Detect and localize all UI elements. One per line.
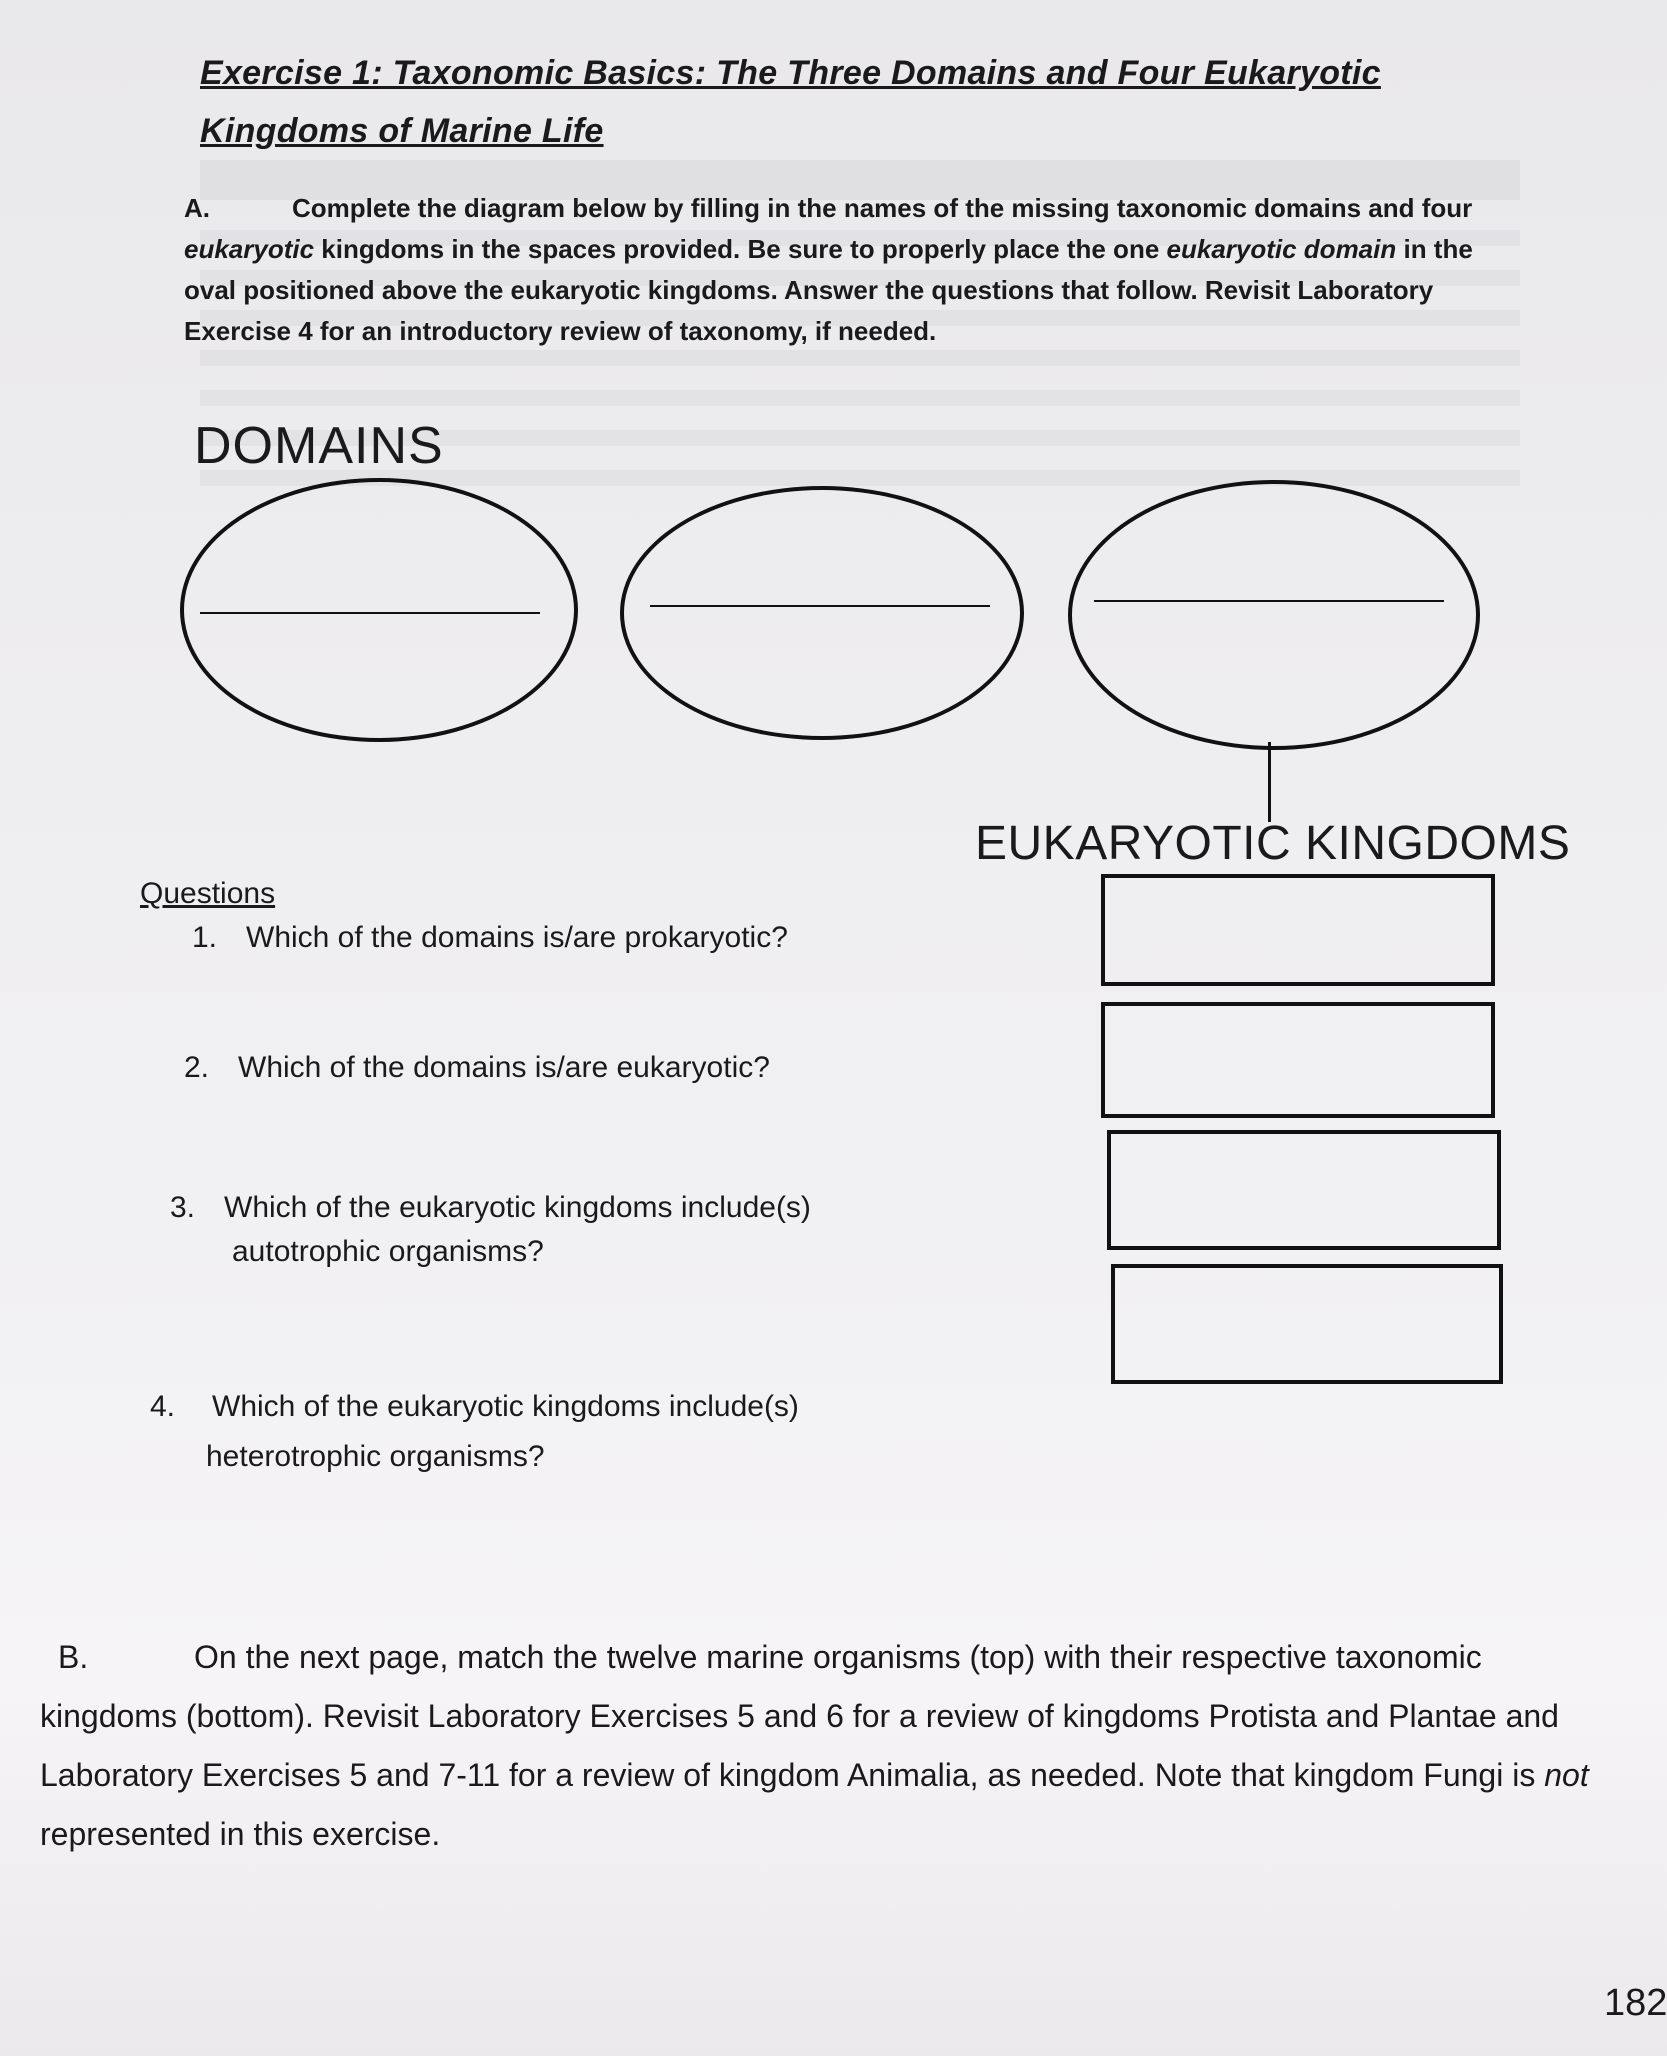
question-2 — [184, 1046, 770, 1090]
question-4-text-line-2: heterotrophic organisms? — [206, 1440, 545, 1473]
section-b-label: B. — [58, 1639, 89, 1675]
section-a-instructions — [184, 188, 1524, 352]
domain-answer-line-2[interactable] — [650, 605, 990, 607]
domain-oval-3-eukaryotic — [1068, 480, 1480, 750]
exercise-title — [200, 44, 1500, 160]
section-a-label: A. — [184, 193, 210, 223]
section-b-text-2: represented in this exercise. — [40, 1816, 441, 1852]
kingdom-box-3[interactable] — [1107, 1130, 1501, 1250]
question-2-text: Which of the domains is/are eukaryotic? — [238, 1051, 770, 1084]
section-a-text-1: Complete the diagram below by filling in the names of the missing taxonomic domains and four — [292, 193, 1473, 223]
kingdom-box-4[interactable] — [1111, 1264, 1503, 1384]
title-line-1: Exercise 1: Taxonomic Basics: The Three Domains and Four Eukaryotic — [200, 54, 1381, 92]
question-1-text: Which of the domains is/are prokaryotic? — [246, 921, 788, 954]
page-number: 182 — [1604, 1982, 1667, 2024]
questions-heading: Questions — [140, 877, 276, 910]
question-4-text-line-1: Which of the eukaryotic kingdoms include(s) — [212, 1390, 799, 1423]
connector-line — [1268, 742, 1271, 822]
question-4 — [150, 1382, 799, 1482]
kingdom-box-2[interactable] — [1101, 1002, 1495, 1118]
kingdom-box-1[interactable] — [1101, 874, 1495, 986]
section-a-emphasis-2: eukaryotic domain — [1166, 234, 1397, 264]
question-3-text-line-1: Which of the eukaryotic kingdoms include(s) — [224, 1191, 811, 1224]
question-3-text-line-2: autotrophic organisms? — [232, 1235, 544, 1268]
section-a-emphasis-1: eukaryotic — [184, 234, 315, 264]
question-4-number: 4. — [150, 1390, 176, 1423]
eukaryotic-kingdoms-label: EUKARYOTIC KINGDOMS — [975, 817, 1571, 870]
section-b-instructions — [40, 1628, 1620, 1864]
question-1-number: 1. — [192, 921, 218, 954]
section-a-text-2: kingdoms in the spaces provided. Be sure to properly place the one — [314, 234, 1167, 264]
section-b-emphasis: not — [1544, 1757, 1589, 1793]
question-3-number: 3. — [170, 1191, 196, 1224]
question-3 — [170, 1186, 811, 1274]
domains-label: DOMAINS — [194, 417, 444, 475]
section-b-text-1: On the next page, match the twelve marine organisms (top) with their respective taxonomic kingdoms (bottom). Revisit Laboratory Exercises 5 and 6 for a review of kingdoms Protista and Plantae and Laboratory Exercises 5 and 7-11 for a review of kingdom Animalia, as needed. Note that kingdom Fungi is — [40, 1639, 1559, 1793]
title-line-2: Kingdoms of Marine Life — [200, 112, 604, 150]
domain-oval-1 — [180, 478, 578, 742]
domain-oval-2 — [620, 486, 1024, 740]
domain-answer-line-1[interactable] — [200, 612, 540, 614]
domain-answer-line-3[interactable] — [1094, 600, 1444, 602]
section-a-text-3: in the oval positioned above the eukaryotic kingdoms. Answer the questions that follow. Revisit Laboratory Exercise 4 for an introductory review of taxonomy, if needed. — [184, 234, 1473, 346]
question-1 — [192, 916, 788, 960]
question-2-number: 2. — [184, 1051, 210, 1084]
